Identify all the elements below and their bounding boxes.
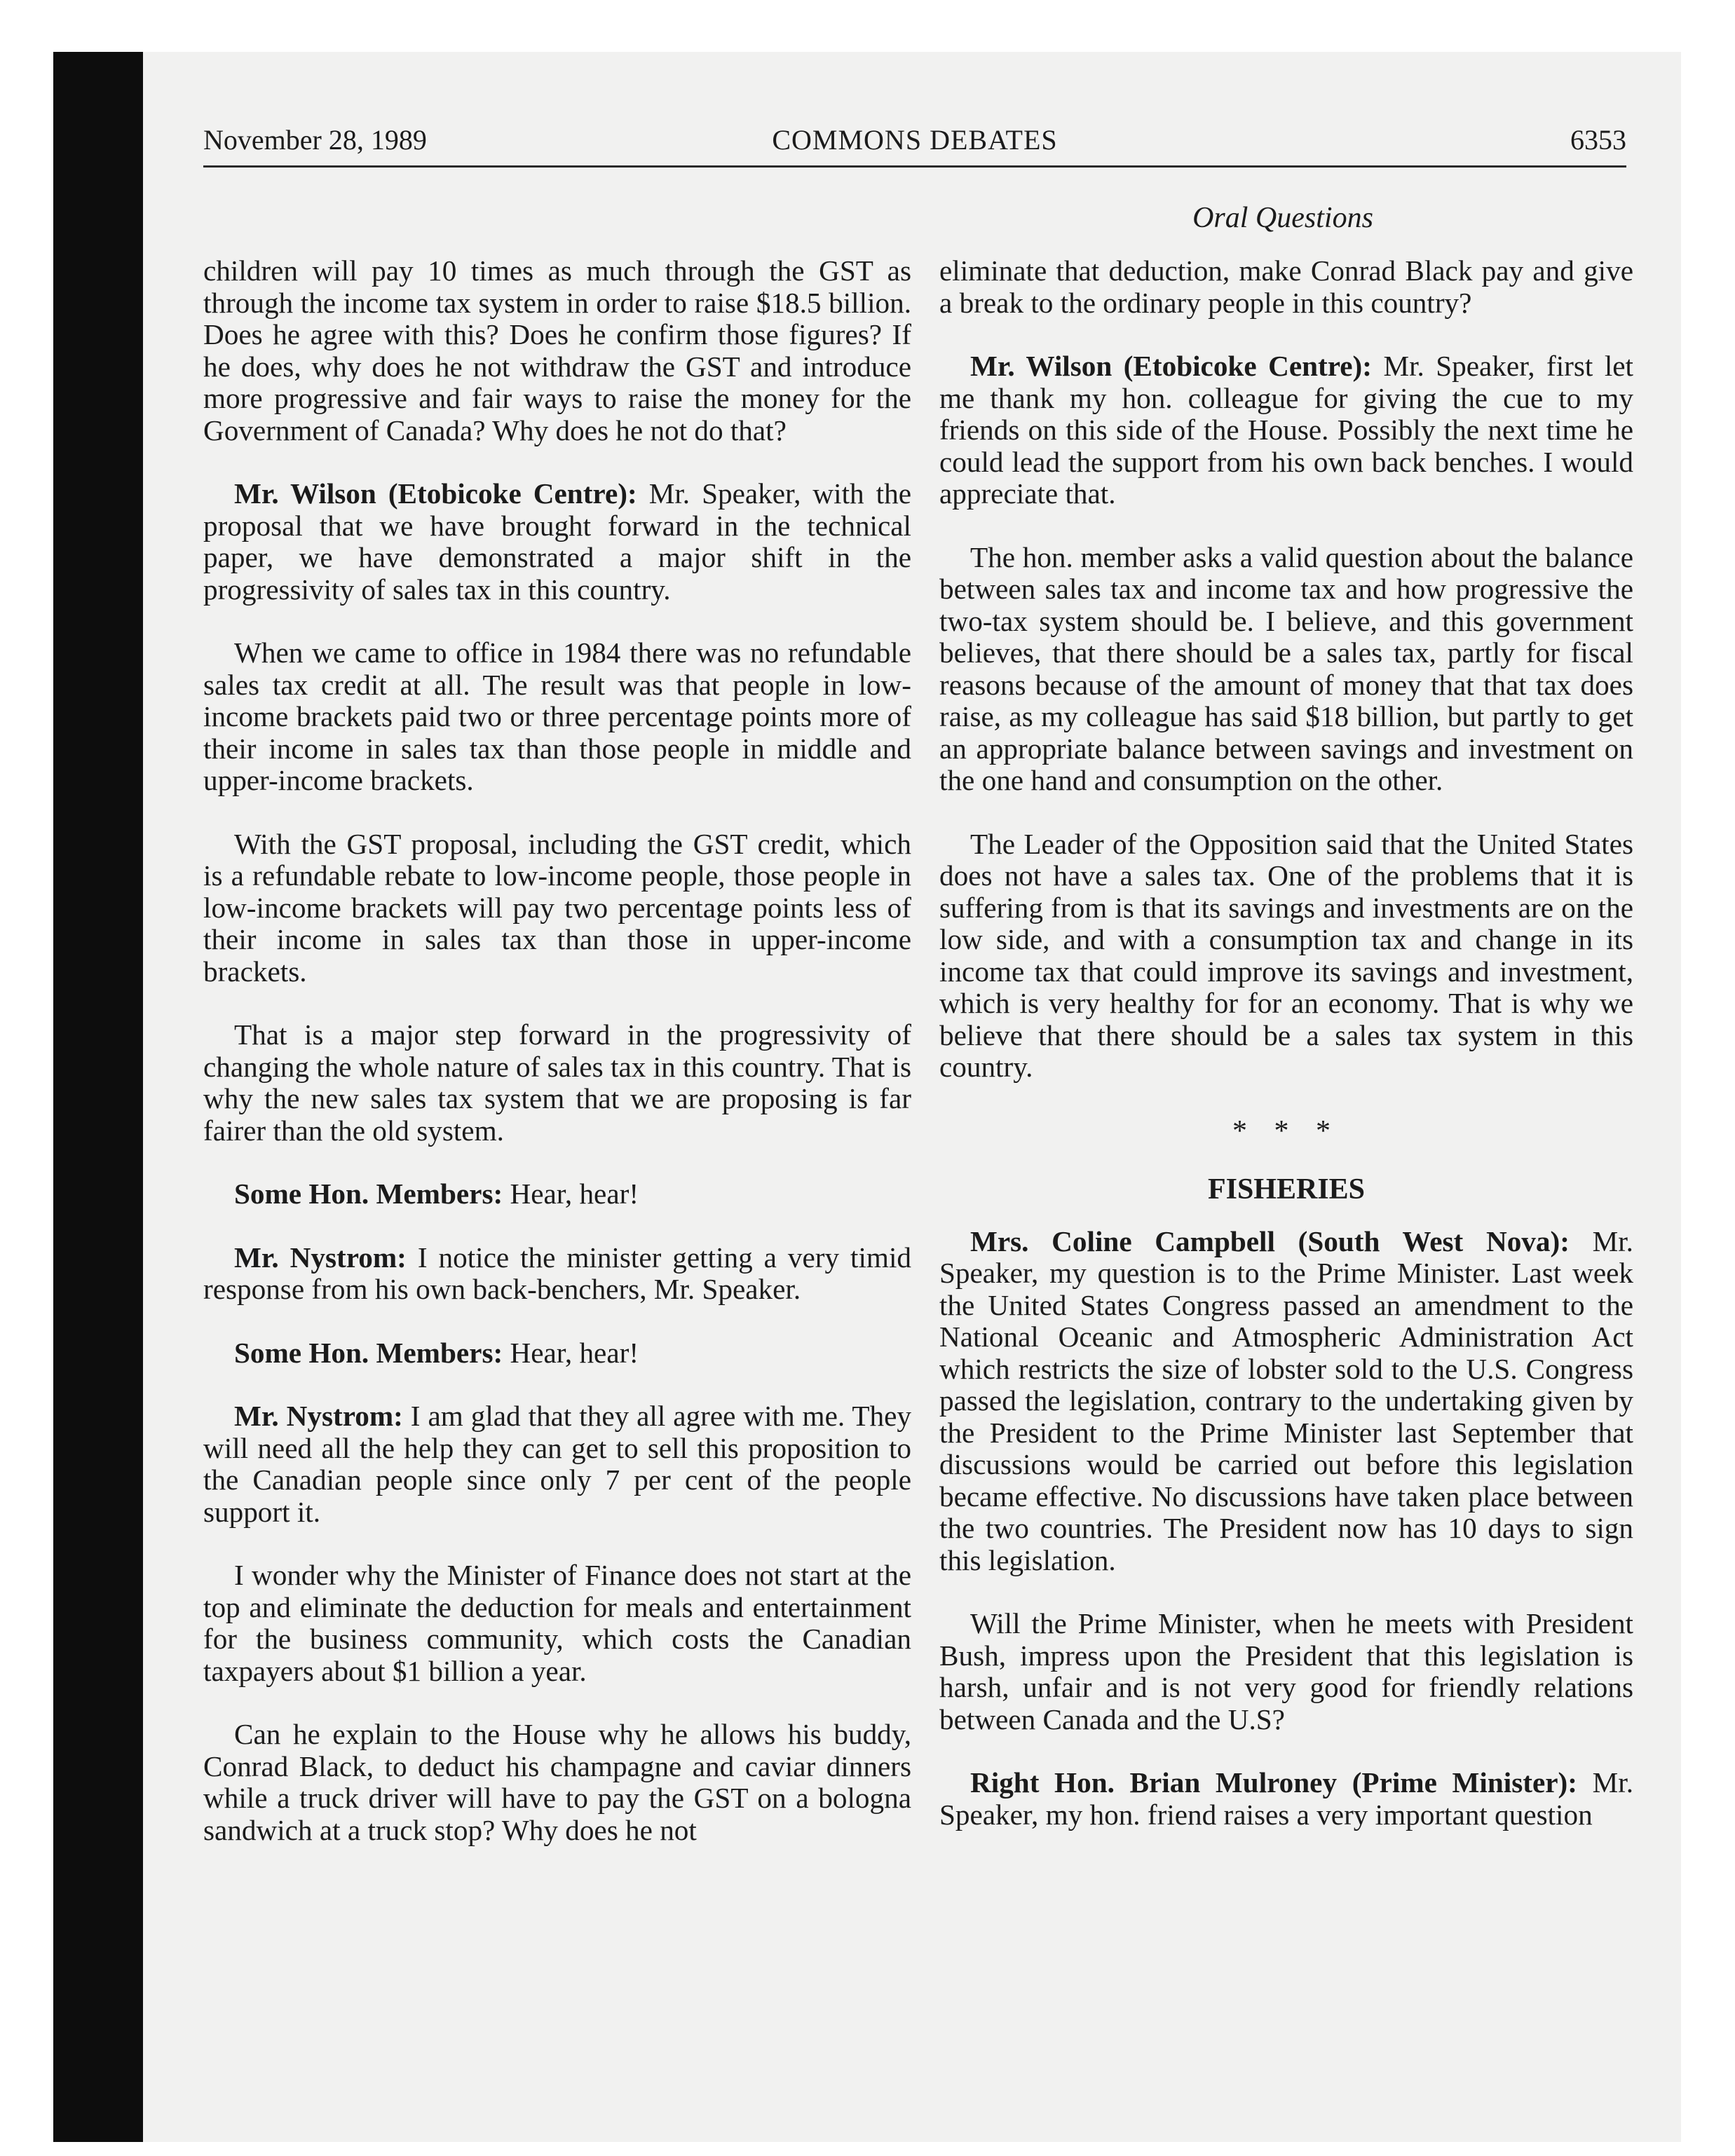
speaker-name: Some Hon. Members: [234,1178,503,1210]
paragraph-text: children will pay 10 times as much through the GST as through the income tax system in order to raise $18.5 billion. Does he agree with this? Does he confirm those figures? If he does, why does he not withdraw the GST and introduce more progressive and fair ways to raise the money for the Government of Canada? Why does he not do that? [203,254,911,446]
paragraph [939,828,1633,1084]
paragraph [203,1242,911,1306]
binding-shadow [53,52,143,2142]
section-heading: FISHERIES [1207,1173,1366,1206]
paragraph-text: Will the Prime Minister, when he meets with President Bush, impress upon the President that this legislation is harsh, unfair and is not very good for friendly relations between Canada and the U.S? [939,1607,1633,1735]
section-label: Oral Questions [1192,202,1373,234]
paragraph [939,255,1633,319]
paragraph-text: That is a major step forward in the progressivity of changing the whole nature of sales tax in this country. That is why the new sales tax system that we are proposing is far fairer than the old system. [203,1018,911,1147]
speaker-name: Right Hon. Brian Mulroney (Prime Minister): [970,1766,1577,1799]
paragraph-text: The Leader of the Opposition said that the United States does not have a sales tax. One of the problems that it is suffering from is that its savings and investments are on the low side, and with a consumption tax and change in its income tax that could improve its savings and investment, which is very healthy for for an economy. That is why we believe that there should be a sales tax system in this country. [939,827,1633,1083]
paragraph-text: With the GST proposal, including the GST credit, which is a refundable rebate to low-income people, those people in low-income brackets will pay two percentage points less of their income in sales tax than those in upper-income brackets. [203,827,911,988]
paragraph [203,478,911,606]
paragraph [939,1767,1633,1831]
paragraph-text: I am glad that they all agree with me. They will need all the help they can get to sell this proposition to the Canadian people since only 7 per cent of the people support it. [203,1400,911,1528]
speaker-name: Mr. Nystrom: [234,1241,407,1274]
page-header [203,123,1626,165]
paragraph-text: Hear, hear! [503,1178,639,1210]
right-column [939,255,1633,1862]
paragraph [203,1400,911,1528]
paragraph-text: Mr. Speaker, my question is to the Prime Minister. Last week the United States Congress passed an amendment to the National Oceanic and Atmospheric Administration Act which restricts the size of lobster sold to the U.S. Congress passed the legislation, contrary to the undertaking given by the President to the Prime Minister last September that discussions would be carried out before this legislation became effective. No discussions have taken place between the two countries. The President now has 10 days to sign this legislation. [939,1224,1633,1576]
paragraph-text: eliminate that deduction, make Conrad Black pay and give a break to the ordinary people in this country? [939,254,1633,319]
speaker-name: Mrs. Coline Campbell (South West Nova): [970,1224,1570,1257]
paragraph-text: I wonder why the Minister of Finance does not start at the top and eliminate the deduction for meals and entertainment for the business community, which costs the Canadian taxpayers about $1 billion a year. [203,1559,911,1687]
paragraph [203,1019,911,1147]
paragraph [203,828,911,988]
paragraph-text: When we came to office in 1984 there was no refundable sales tax credit at all. The result was that people in low-income brackets paid two or three percentage points more of their income in sales tax than those people in middle and upper-income brackets. [203,636,911,796]
paragraph [203,1178,911,1210]
header-title: COMMONS DEBATES [772,124,1058,156]
paragraph [939,1226,1633,1577]
paragraph-text: Hear, hear! [503,1336,639,1369]
paragraph-text: Mr. Speaker, my hon. friend raises a very important question [939,1766,1633,1831]
paragraph-text: Mr. Speaker, first let me thank my hon. colleague for giving the cue to my friends on this side of the House. Possibly the next time he could lead the support from his own back benches. I would appreciate that. [939,350,1633,510]
paragraph [203,1560,911,1687]
speaker-name: Mr. Wilson (Etobicoke Centre): [970,350,1372,382]
paragraph-text: I notice the minister getting a very timid response from his own back-benchers, Mr. Speaker. [203,1241,911,1305]
section-separator: * * * [1232,1114,1340,1147]
header-date: November 28, 1989 [203,124,427,156]
paragraph [203,255,911,446]
paragraph-text: Can he explain to the House why he allows his buddy, Conrad Black, to deduct his champagne and caviar dinners while a truck driver will have to pay the GST on a bologna sandwich at a truck stop? Why does he not [203,1718,911,1846]
paragraph [939,1608,1633,1735]
speaker-name: Mr. Wilson (Etobicoke Centre): [234,477,637,510]
header-page-number: 6353 [1570,124,1626,156]
paragraph-text: Mr. Speaker, with the proposal that we have brought forward in the technical paper, we have demonstrated a major shift in the progressivity of sales tax in this country. [203,477,911,606]
paragraph [203,1719,911,1846]
paragraph [939,542,1633,797]
header-rule [203,165,1626,168]
paragraph [203,1337,911,1370]
speaker-name: Mr. Nystrom: [234,1400,403,1432]
paragraph [203,637,911,797]
speaker-name: Some Hon. Members: [234,1336,503,1369]
paragraph-text: The hon. member asks a valid question about the balance between sales tax and income tax and how progressive the two-tax system should be. I believe, and this government believes, that there should be a sales tax, partly for fiscal reasons because of the amount of money that that tax does raise, as my colleague has said $18 billion, but partly to get an appropriate balance between savings and investment on the one hand and consumption on the other. [939,540,1633,796]
left-column [203,255,911,1878]
paragraph [939,350,1633,510]
